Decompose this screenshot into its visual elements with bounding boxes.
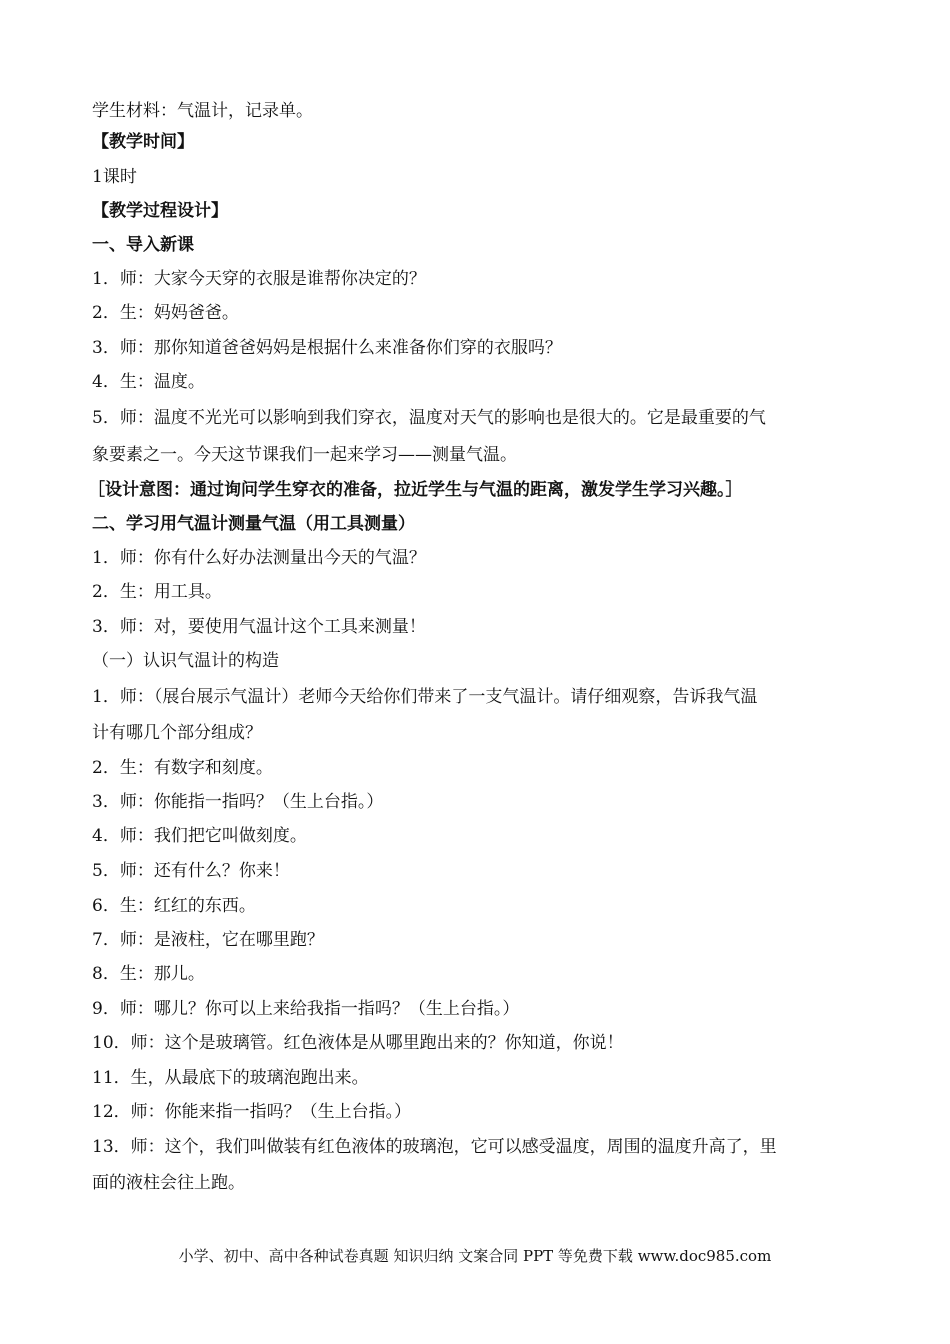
materials-line: 学生材料：气温计，记录单。 xyxy=(92,101,313,121)
dialogue-line: 2．生：妈妈爸爸。 xyxy=(92,303,239,323)
dialogue-line: 12．师：你能来指一指吗？（生上台指。） xyxy=(92,1102,412,1122)
dialogue-line: 1．师：（展台展示气温计）老师今天给你们带来了一支气温计。请仔细观察，告诉我气温 xyxy=(92,687,758,707)
dialogue-line: 9．师：哪儿？你可以上来给我指一指吗？（生上台指。） xyxy=(92,999,520,1019)
dialogue-line: 1．师：你有什么好办法测量出今天的气温？ xyxy=(92,548,426,568)
dialogue-line: 8．生：那儿。 xyxy=(92,964,205,984)
dialogue-line: 4．生：温度。 xyxy=(92,372,205,392)
dialogue-line: 2．生：用工具。 xyxy=(92,582,222,602)
subheading-intro: 一、导入新课 xyxy=(92,235,194,255)
subsection-heading: （一）认识气温计的构造 xyxy=(92,651,279,671)
dialogue-line: 5．师：温度不光光可以影响到我们穿衣，温度对天气的影响也是很大的。它是最重要的气 xyxy=(92,408,766,428)
design-intent-note: ［设计意图：通过询问学生穿衣的准备，拉近学生与气温的距离，激发学生学习兴趣。］ xyxy=(88,480,743,500)
dialogue-line: 11．生，从最底下的玻璃泡跑出来。 xyxy=(92,1068,369,1088)
dialogue-line: 6．生：红红的东西。 xyxy=(92,896,256,916)
section-heading-time: 【教学时间】 xyxy=(92,132,194,152)
subheading-measure: 二、学习用气温计测量气温（用工具测量） xyxy=(92,514,415,534)
dialogue-line-continued: 象要素之一。今天这节课我们一起来学习——测量气温。 xyxy=(92,445,517,465)
dialogue-line: 3．师：你能指一指吗？（生上台指。） xyxy=(92,792,384,812)
dialogue-line: 3．师：那你知道爸爸妈妈是根据什么来准备你们穿的衣服吗？ xyxy=(92,338,562,358)
dialogue-line-continued: 计有哪几个部分组成？ xyxy=(92,723,262,743)
dialogue-line-continued: 面的液柱会往上跑。 xyxy=(92,1173,245,1193)
dialogue-line: 7．师：是液柱，它在哪里跑？ xyxy=(92,930,324,950)
dialogue-line: 13．师：这个，我们叫做装有红色液体的玻璃泡，它可以感受温度，周围的温度升高了，里 xyxy=(92,1137,777,1157)
dialogue-line: 5．师：还有什么？你来！ xyxy=(92,861,290,881)
dialogue-line: 3．师：对，要使用气温计这个工具来测量！ xyxy=(92,617,426,637)
dialogue-line: 1．师：大家今天穿的衣服是谁帮你决定的？ xyxy=(92,269,426,289)
dialogue-line: 2．生：有数字和刻度。 xyxy=(92,758,273,778)
dialogue-line: 4．师：我们把它叫做刻度。 xyxy=(92,826,307,846)
time-value: 1课时 xyxy=(92,167,137,187)
section-heading-process: 【教学过程设计】 xyxy=(92,201,228,221)
dialogue-line: 10．师：这个是玻璃管。红色液体是从哪里跑出来的？你知道，你说！ xyxy=(92,1033,624,1053)
page-footer: 小学、初中、高中各种试卷真题 知识归纳 文案合同 PPT 等免费下载 www.doc985.com xyxy=(178,1247,772,1265)
